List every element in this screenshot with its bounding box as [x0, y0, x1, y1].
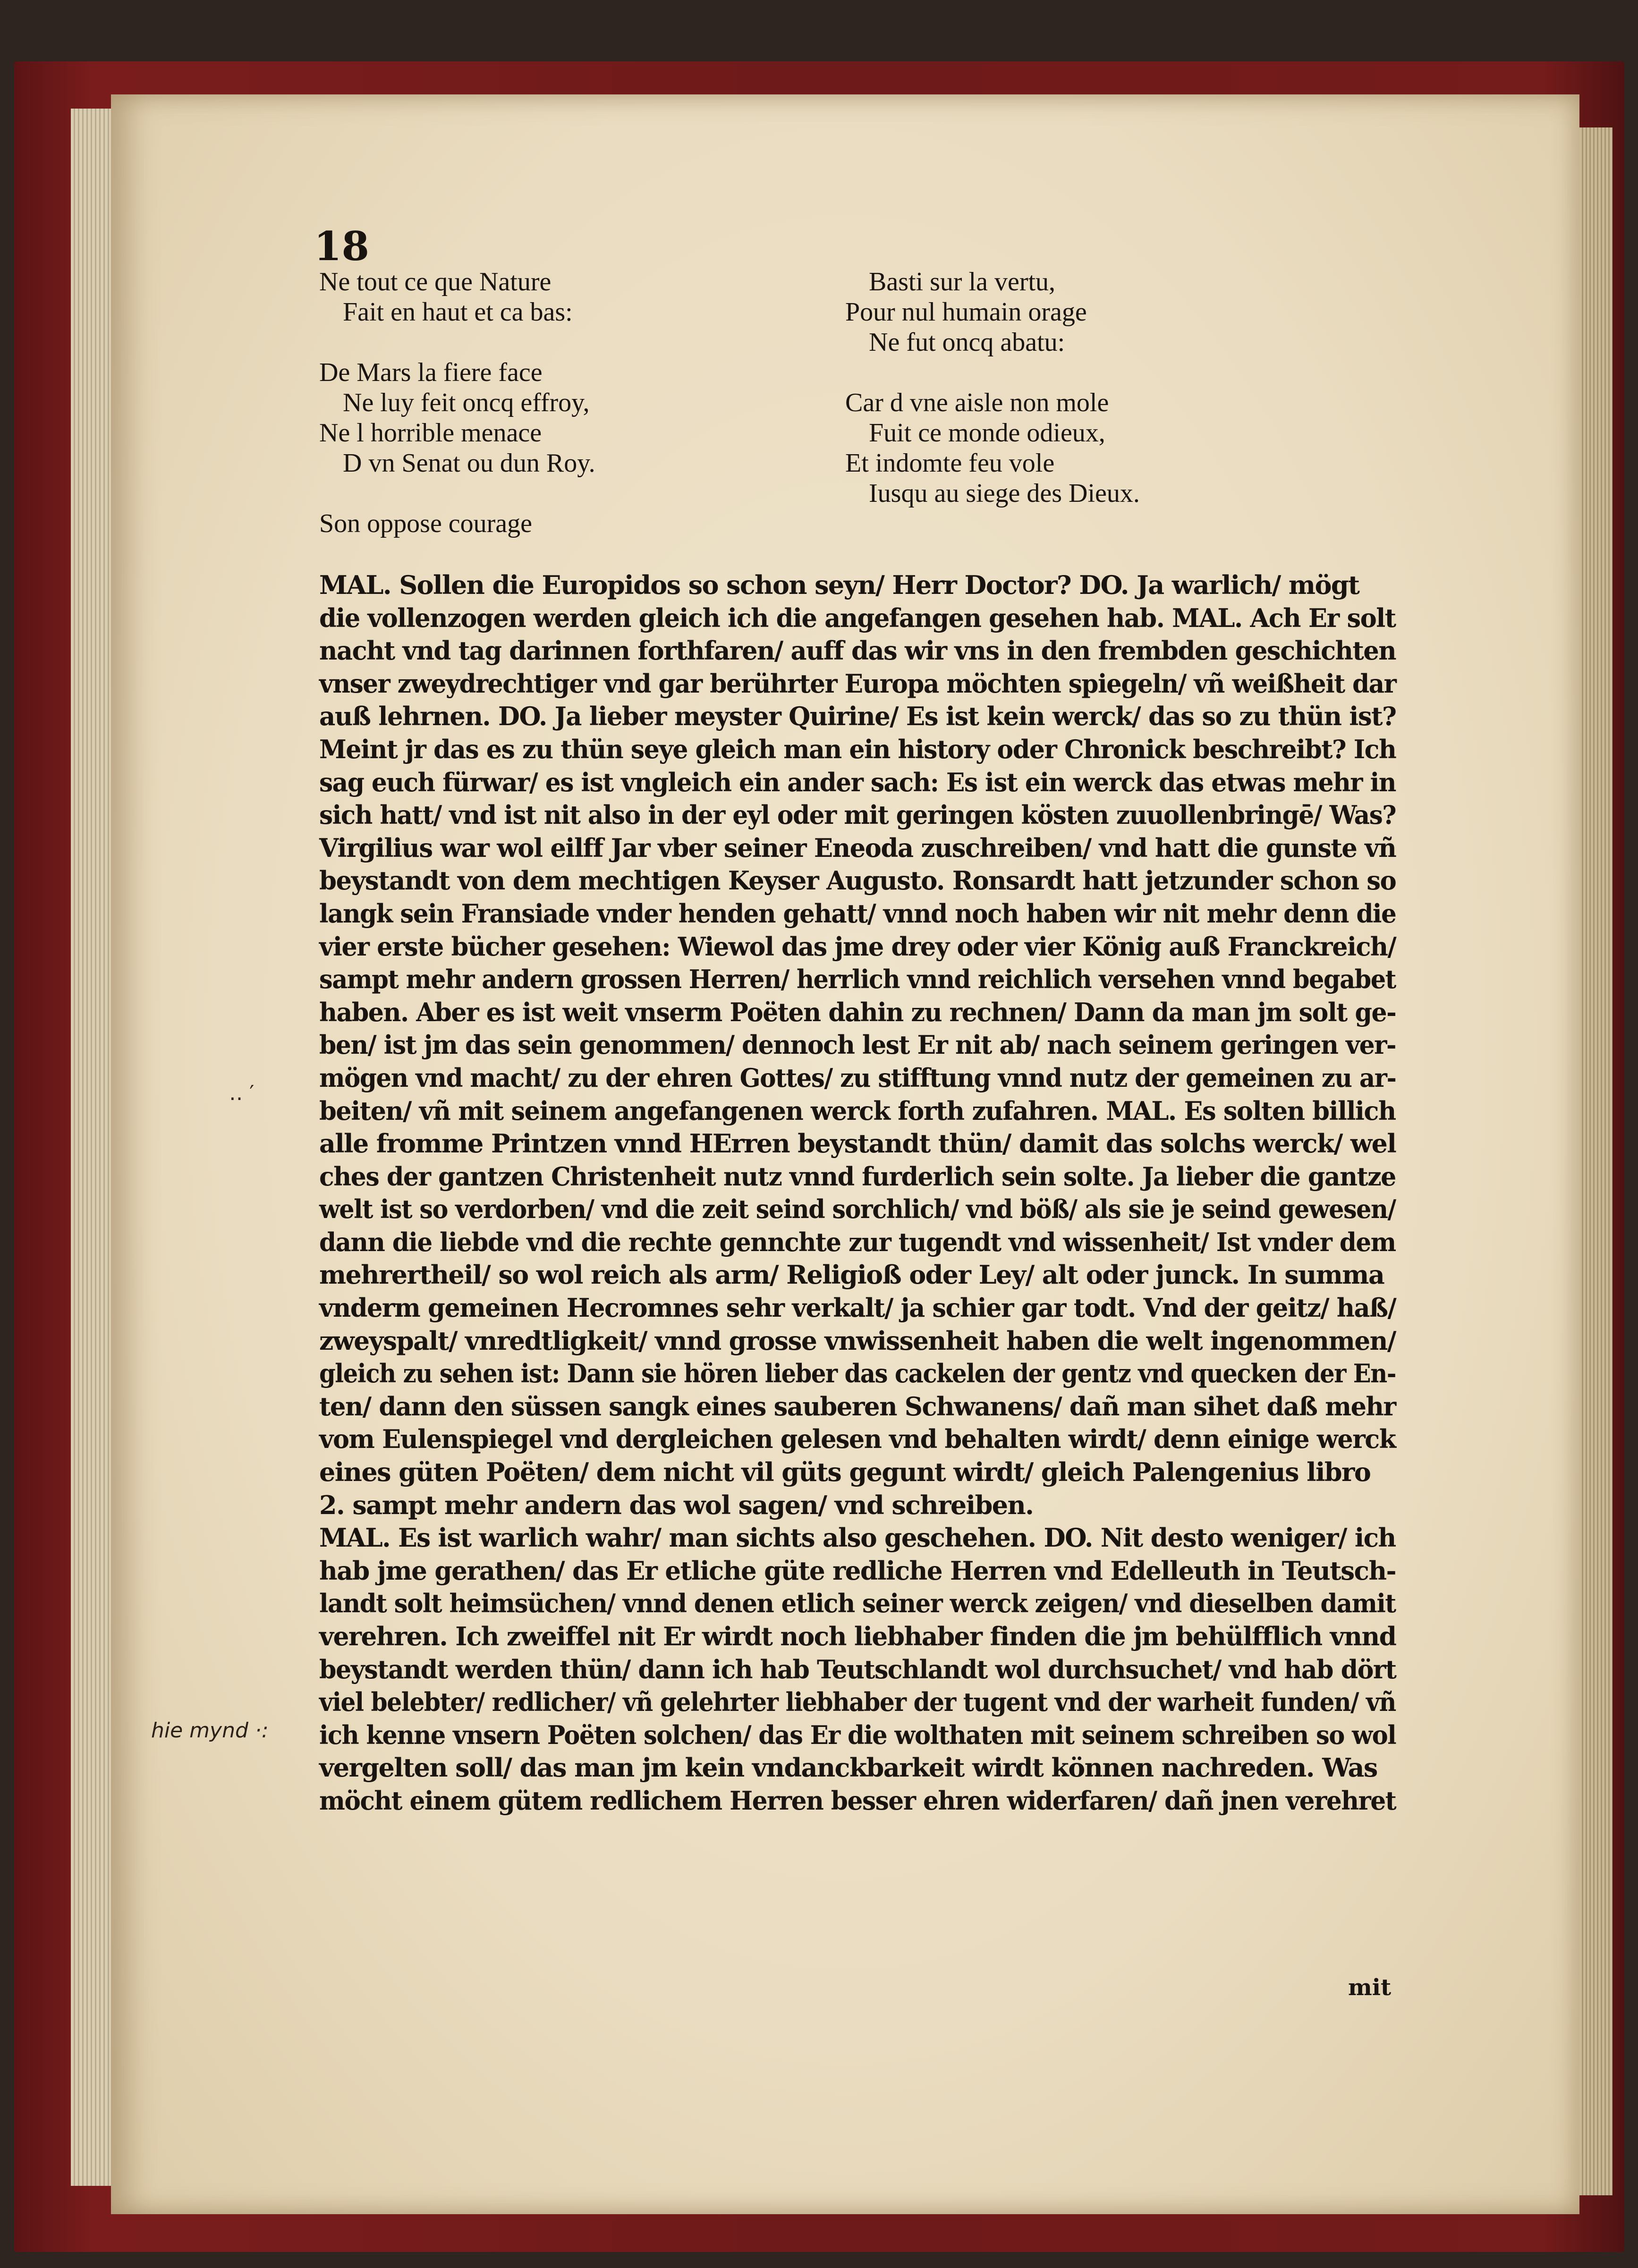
prose-line: möcht einem gütem redlichem Herren besser ehren widerfaren/ dañ jnen verehret: [319, 1785, 1396, 1816]
verse-left-line: Ne l horrible menace: [319, 418, 542, 448]
verse-right-line: Fuit ce monde odieux,: [869, 418, 1105, 448]
verse-left-line: [319, 327, 595, 357]
prose-line: MAL. Sollen die Europidos so schon seyn/ Herr Doctor? DO. Ja warlich/ mögt: [319, 570, 1359, 600]
verse-column-right: [845, 267, 1140, 508]
prose-line: verehren. Ich zweiffel nit Er wirdt noch liebhaber finden die jm behülfflich vnnd: [319, 1621, 1396, 1651]
prose-line: landt solt heimsüchen/ vnnd denen etlich seiner werck zeigen/ vnd dieselben damit: [319, 1588, 1396, 1619]
verse-left-line: Ne luy feit oncq effroy,: [343, 388, 590, 417]
prose-line: vom Eulenspiegel vnd dergleichen gelesen vnd behalten wirdt/ denn einige werck: [319, 1424, 1396, 1455]
marginal-note-1: ‥ ′: [229, 1081, 255, 1105]
prose-line: ten/ dann den süssen sangk eines sauberen Schwanens/ dañ man sihet daß mehr: [319, 1391, 1396, 1422]
prose-line: viel belebter/ redlicher/ vñ gelehrter liebhaber der tugent vnd der warheit funden/ vñ: [319, 1687, 1396, 1718]
prose-line: hab jme gerathen/ das Er etliche güte redliche Herren vnd Edelleuth in Teutsch-: [319, 1555, 1396, 1586]
verse-right-line: Ne fut oncq abatu:: [869, 328, 1065, 357]
prose-line: MAL. Es ist warlich wahr/ man sichts also geschehen. DO. Nit desto weniger/ ich: [319, 1523, 1396, 1553]
prose-line: nacht vnd tag darinnen forthfaren/ auff das wir vns in den frembden geschichten: [319, 635, 1396, 666]
prose-line: beystandt von dem mechtigen Keyser Augusto. Ronsardt hatt jetzunder schon so: [319, 865, 1396, 896]
verse-right-line: Car d vne aisle non mole: [845, 388, 1109, 417]
prose-line: gleich zu sehen ist: Dann sie hören lieber das cackelen der gentz vnd quecken der En-: [319, 1358, 1396, 1389]
prose-line: dann die liebde vnd die rechte gennchte zur tugendt vnd wissenheit/ Ist vnder dem: [319, 1227, 1396, 1257]
verse-left-line: [319, 478, 595, 508]
marginal-note-2: hie mynd ·:: [151, 1718, 269, 1743]
verse-right-line: Basti sur la vertu,: [869, 267, 1056, 296]
verse-left-line: D vn Senat ou dun Roy.: [343, 449, 595, 478]
prose-line: zweyspalt/ vnredtligkeit/ vnnd grosse vnwissenheit haben die welt ingenommen/: [319, 1325, 1396, 1356]
prose-line: 2. sampt mehr andern das wol sagen/ vnd schreiben.: [319, 1489, 1034, 1520]
verse-left-line: Son oppose courage: [319, 509, 533, 538]
verse-right-line: Et indomte feu vole: [845, 449, 1055, 478]
catchword: mit: [1348, 1974, 1392, 2001]
verse-right-line: Iusqu au siege des Dieux.: [869, 479, 1140, 508]
prose-line: alle fromme Printzen vnnd HErren beystandt thün/ damit das solchs werck/ wel: [319, 1128, 1396, 1159]
prose-line: Virgilius war wol eilff Jar vber seiner Eneoda zuschreiben/ vnd hatt die gunste vñ: [319, 832, 1396, 863]
prose-line: sag euch fürwar/ es ist vngleich ein ander sach: Es ist ein werck das etwas mehr in: [319, 767, 1396, 797]
prose-line: mögen vnd macht/ zu der ehren Gottes/ zu stifftung vnnd nutz der gemeinen zu ar-: [319, 1062, 1396, 1093]
prose-line: welt ist so verdorben/ vnd die zeit seind sorchlich/ vnd böß/ als sie je seind gewesen/: [319, 1194, 1396, 1225]
prose-line: Meint jr das es zu thün seye gleich man ein history oder Chronick beschreibt? Ich: [319, 734, 1396, 764]
verse-right-line: Pour nul humain orage: [845, 297, 1087, 327]
prose-line: sampt mehr andern grossen Herren/ herrlich vnnd reichlich versehen vnnd begabet: [319, 964, 1396, 995]
prose-line: mehrertheil/ so wol reich als arm/ Religioß oder Ley/ alt oder junck. In summa: [319, 1260, 1384, 1290]
prose-line: beystandt werden thün/ dann ich hab Teutschlandt wol durchsuchet/ vnd hab dört: [319, 1654, 1396, 1684]
verse-column-left: [319, 267, 595, 539]
prose-line: die vollenzogen werden gleich ich die angefangen gesehen hab. MAL. Ach Er solt: [319, 602, 1396, 633]
verse-right-line: [845, 357, 1140, 388]
prose-line: ches der gantzen Christenheit nutz vnnd furderlich sein solte. Ja lieber die gantze: [319, 1161, 1396, 1192]
verse-left-line: Fait en haut et ca bas:: [343, 297, 573, 327]
prose-line: ben/ ist jm das sein genommen/ dennoch lest Er nit ab/ nach seinem geringen ver-: [319, 1030, 1396, 1060]
prose-line: vergelten soll/ das man jm kein vndanckbarkeit wirdt können nachreden. Was: [319, 1752, 1377, 1783]
prose-line: auß lehrnen. DO. Ja lieber meyster Quirine/ Es ist kein werck/ das so zu thün ist?: [319, 701, 1396, 732]
prose-body: [319, 569, 1396, 1818]
verse-left-line: Ne tout ce que Nature: [319, 267, 552, 296]
prose-line: ich kenne vnsern Poëten solchen/ das Er die wolthaten mit seinem schreiben so wol: [319, 1719, 1396, 1750]
prose-line: sich hatt/ vnd ist nit also in der eyl oder mit geringen kösten zuuollenbringē/ Was?: [319, 800, 1396, 830]
prose-line: haben. Aber es ist weit vnserm Poëten dahin zu rechnen/ Dann da man jm solt ge-: [319, 997, 1396, 1027]
verse-left-line: De Mars la fiere face: [319, 358, 543, 387]
prose-line: vier erste bücher gesehen: Wiewol das jme drey oder vier König auß Franckreich/: [319, 931, 1396, 962]
page-number: 18: [314, 223, 369, 270]
prose-line: vnser zweydrechtiger vnd gar berührter Europa möchten spiegeln/ vñ weißheit dar: [319, 668, 1396, 699]
page-edges-right: [1579, 127, 1613, 2195]
prose-line: vnderm gemeinen Hecromnes sehr verkalt/ ja schier gar todt. Vnd der geitz/ haß/: [319, 1293, 1396, 1323]
prose-line: eines güten Poëten/ dem nicht vil güts gegunt wirdt/ gleich Palengenius libro: [319, 1457, 1371, 1488]
prose-line: langk sein Fransiade vnder henden gehatt/ vnnd noch haben wir nit mehr denn die: [319, 898, 1396, 929]
prose-line: beiten/ vñ mit seinem angefangenen werck forth zufahren. MAL. Es solten billich: [319, 1095, 1396, 1126]
